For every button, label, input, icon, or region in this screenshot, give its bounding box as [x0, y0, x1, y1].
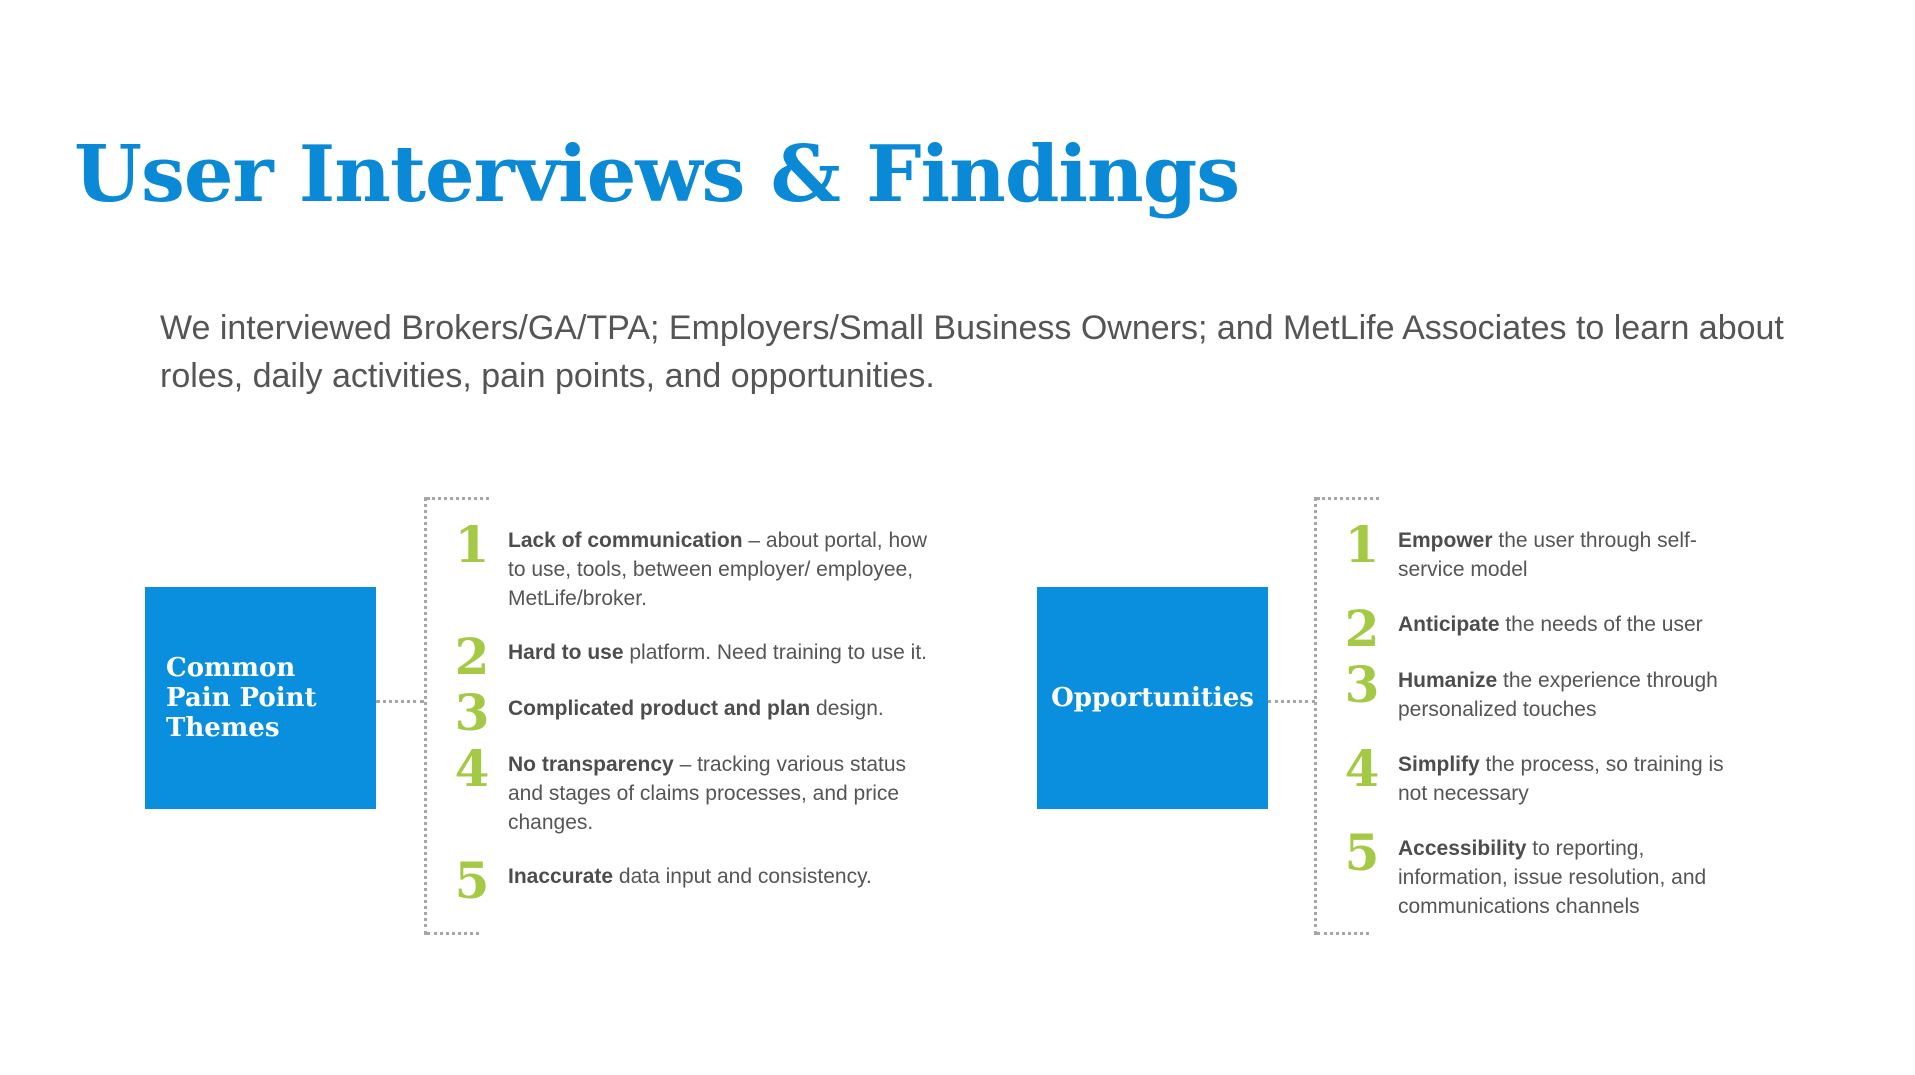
- page-title: User Interviews & Findings: [74, 129, 1240, 220]
- item-text: [508, 638, 978, 667]
- pain-points-heading: Common Pain Point Themes: [166, 653, 317, 743]
- item-number: 1: [1344, 515, 1380, 574]
- item-description: the needs of the user: [1499, 613, 1703, 636]
- list-item: [436, 739, 908, 837]
- bracket-top: [1317, 497, 1379, 500]
- pain-points-connector: [376, 700, 424, 703]
- item-keyword: Complicated product and plan: [508, 697, 811, 720]
- item-keyword: Hard to use: [508, 641, 624, 664]
- item-keyword: Accessibility: [1398, 837, 1527, 860]
- list-item: [1326, 655, 1738, 724]
- item-number: 1: [454, 515, 490, 574]
- item-text: [1398, 666, 1738, 724]
- list-item: [436, 515, 928, 613]
- item-number: 2: [454, 627, 490, 686]
- item-description: – tracking various status and stages of claims processes, and price changes.: [508, 753, 907, 834]
- item-number: 3: [1344, 655, 1380, 714]
- item-text: [508, 862, 978, 891]
- list-item: [436, 683, 978, 742]
- opportunities-box: [1037, 587, 1268, 809]
- bracket-bottom: [1317, 932, 1369, 935]
- opportunities-list: [1326, 515, 1806, 926]
- item-description: the experience through personalized touches: [1398, 669, 1718, 721]
- item-text: [1398, 834, 1738, 921]
- list-item: [436, 851, 978, 910]
- item-description: data input and consistency.: [613, 865, 872, 888]
- item-description: design.: [810, 697, 884, 720]
- item-keyword: Empower: [1398, 529, 1493, 552]
- item-text: [1398, 750, 1758, 808]
- intro-paragraph: We interviewed Brokers/GA/TPA; Employers/Small Business Owners; and MetLife Associates to learn about roles, daily activities, pain points, and opportunities.: [160, 309, 1784, 395]
- item-number: 4: [454, 739, 490, 798]
- list-item: [1326, 515, 1738, 584]
- item-keyword: Lack of communication: [508, 529, 743, 552]
- item-text: [508, 694, 978, 723]
- pain-points-list: [436, 515, 976, 926]
- list-item: [436, 627, 978, 686]
- list-item: [1326, 739, 1758, 808]
- opportunities-heading: Opportunities: [1051, 683, 1254, 713]
- item-keyword: No transparency: [508, 753, 674, 776]
- item-keyword: Inaccurate: [508, 865, 614, 888]
- item-keyword: Humanize: [1398, 669, 1498, 692]
- item-text: [1398, 526, 1738, 584]
- item-text: [508, 526, 928, 613]
- bracket-top: [427, 497, 489, 500]
- item-number: 2: [1344, 599, 1380, 658]
- item-description: the process, so training is not necessary: [1398, 753, 1724, 805]
- item-number: 3: [454, 683, 490, 742]
- item-number: 5: [454, 851, 490, 910]
- item-number: 4: [1344, 739, 1380, 798]
- item-keyword: Anticipate: [1398, 613, 1500, 636]
- item-text: [508, 750, 908, 837]
- item-text: [1398, 610, 1758, 639]
- item-description: the user through self-service model: [1398, 529, 1697, 581]
- opportunities-connector: [1268, 700, 1315, 703]
- item-keyword: Simplify: [1398, 753, 1480, 776]
- item-number: 5: [1344, 823, 1380, 882]
- item-description: to reporting, information, issue resolution, and communications channels: [1398, 837, 1707, 918]
- list-item: [1326, 823, 1738, 921]
- item-description: platform. Need training to use it.: [623, 641, 928, 664]
- pain-points-box: [145, 587, 376, 809]
- list-item: [1326, 599, 1758, 658]
- item-description: – about portal, how to use, tools, between employer/ employee, MetLife/broker.: [508, 529, 928, 610]
- bracket-bottom: [427, 932, 479, 935]
